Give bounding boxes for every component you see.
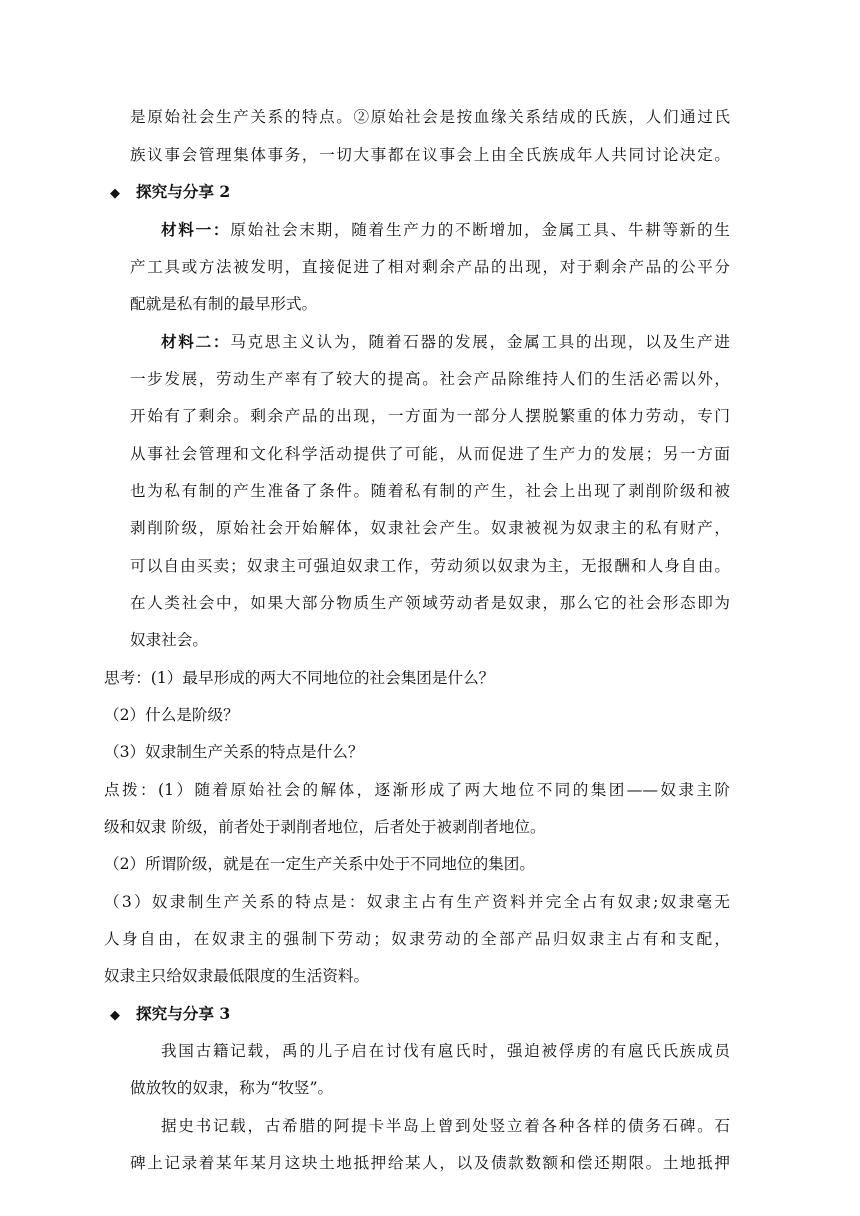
paragraph-line: 在人类社会中，如果大部分物质生产领域劳动者是奴隶，那么它的社会形态即为 (130, 594, 730, 612)
paragraph-line: 据史书记载，古希腊的阿提卡半岛上曾到处竖立着各种各样的债务石碑。石 (161, 1117, 730, 1135)
material-one-text: 原始社会末期，随着生产力的不断增加，金属工具、牛耕等新的生 (230, 221, 730, 239)
paragraph-line: 从事社会管理和文化科学活动提供了可能，从而促进了生产力的发展；另一方面 (130, 445, 730, 463)
material-two-line (161, 332, 730, 352)
hint-answer-3: （3）奴隶制生产关系的特点是：奴隶主占有生产资料并完全占有奴隶;奴隶毫无 (104, 893, 730, 911)
paragraph-line: 配就是私有制的最早形式。 (130, 295, 318, 313)
paragraph-line: 族议事会管理集体事务，一切大事都在议事会上由全氏族成年人共同讨论决定。 (130, 146, 730, 164)
section-heading-text: 探究与分享 3 (136, 1004, 231, 1023)
hint-answer-1: 点拨：(1）随着原始社会的解体，逐渐形成了两大地位不同的集团——奴隶主阶 (104, 781, 730, 799)
section-heading-2 (110, 182, 230, 202)
paragraph-line: 产工具或方法被发明，直接促进了相对剩余产品的出现，对于剩余产品的公平分 (130, 258, 730, 276)
material-two-label: 材料二： (161, 332, 231, 351)
think-question-2: （2）什么是阶级？ (104, 706, 239, 724)
paragraph-line: 是原始社会生产关系的特点。②原始社会是按血缘关系结成的氏族，人们通过氏 (130, 108, 730, 126)
paragraph-line: 剥削阶级，原始社会开始解体，奴隶社会产生。奴隶被视为奴隶主的私有财产， (130, 519, 730, 537)
paragraph-line: 也为私有制的产生准备了条件。随着私有制的产生，社会上出现了剥削阶级和被 (130, 482, 730, 500)
section-heading-3 (110, 1004, 230, 1024)
diamond-bullet-icon: ◆ (110, 186, 120, 201)
paragraph-line: 奴隶社会。 (130, 631, 208, 649)
material-one-label: 材料一： (161, 220, 231, 239)
paragraph-line: 一步发展，劳动生产率有了较大的提高。社会产品除维持人们的生活必需以外， (130, 370, 730, 388)
think-question-3: （3）奴隶制生产关系的特点是什么？ (104, 743, 364, 761)
paragraph-line: 奴隶主只给奴隶最低限度的生活资料。 (104, 967, 370, 985)
paragraph-line: 级和奴隶 阶级，前者处于剥削者地位，后者处于被剥削者地位。 (104, 818, 546, 836)
paragraph-line: 做放牧的奴隶，称为“牧竖”。 (130, 1079, 334, 1097)
diamond-bullet-icon: ◆ (110, 1008, 120, 1023)
paragraph-line: 可以自由买卖；奴隶主可强迫奴隶工作，劳动须以奴隶为主，无报酬和人身自由。 (130, 557, 730, 575)
paragraph-line: 碑上记录着某年某月这块土地抵押给某人，以及债款数额和偿还期限。土地抵押 (130, 1154, 730, 1172)
section-heading-text: 探究与分享 2 (136, 182, 231, 201)
paragraph-line: 开始有了剩余。剩余产品的出现，一方面为一部分人摆脱繁重的体力劳动，专门 (130, 407, 730, 425)
material-one-line (161, 220, 730, 240)
think-question-1: 思考：(1）最早形成的两大不同地位的社会集团是什么？ (104, 669, 495, 687)
paragraph-line: 我国古籍记载，禹的儿子启在讨伐有扈氏时，强迫被俘虏的有扈氏氏族成员 (161, 1042, 730, 1060)
hint-answer-2: （2）所谓阶级，就是在一定生产关系中处于不同地位的集团。 (104, 855, 535, 873)
material-two-text: 马克思主义认为，随着石器的发展，金属工具的出现，以及生产进 (230, 333, 730, 351)
paragraph-line: 人身自由，在奴隶主的强制下劳动；奴隶劳动的全部产品归奴隶主占有和支配， (104, 930, 730, 948)
